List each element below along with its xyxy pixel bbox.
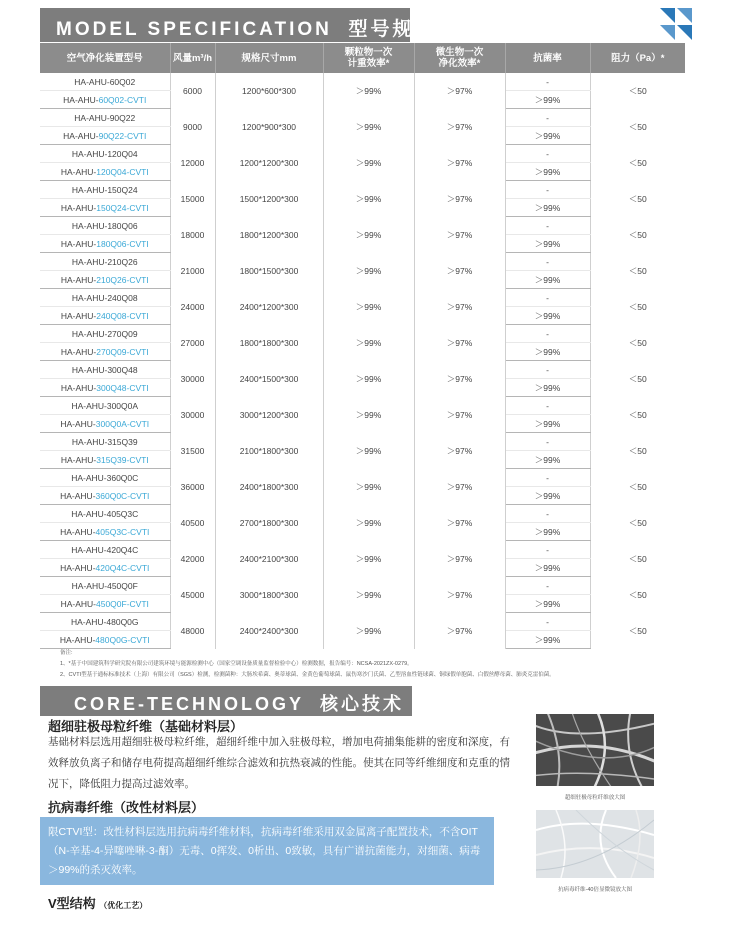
table-row [40, 217, 685, 235]
microbe-eff-cell: ＞97% [414, 325, 505, 361]
model-std: HA-AHU-300Q48 [40, 361, 170, 379]
resistance-cell: ＜50 [628, 265, 647, 276]
airflow-cell: 48000 [170, 613, 215, 649]
img1-caption: 超细驻极母粒纤维放大图 [564, 795, 626, 801]
microbe-eff-cell: ＞97% [414, 289, 505, 325]
microbe-eff-cell: ＞97% [414, 217, 505, 253]
model-std: HA-AHU-450Q0F [40, 577, 170, 595]
model-std: HA-AHU-150Q24 [40, 181, 170, 199]
airflow-cell: 15000 [170, 181, 215, 217]
airflow-cell: 42000 [170, 541, 215, 577]
model-cvti [40, 127, 170, 145]
size-cell: 1200*600*300 [215, 73, 323, 109]
model-prefix: HA-AHU- [60, 382, 97, 393]
model-cvti [40, 91, 170, 109]
model-prefix: HA-AHU- [60, 490, 96, 501]
model-cvti-suffix: 210Q26-CVTI [96, 274, 149, 285]
resistance-cell: ＜50 [628, 337, 647, 348]
antibacterial-cvti: ＞99% [505, 595, 590, 613]
model-prefix: HA-AHU- [63, 94, 99, 105]
resistance-cell: ＜50 [628, 193, 647, 204]
antibacterial-std: - [505, 109, 590, 127]
antibacterial-std: - [505, 577, 590, 595]
model-prefix: HA-AHU- [60, 166, 97, 177]
microbe-eff-cell: ＞97% [414, 145, 505, 181]
particle-eff-cell: ＞99% [323, 397, 414, 433]
model-std: HA-AHU-360Q0C [40, 469, 170, 487]
antibacterial-std: - [505, 361, 590, 379]
model-cvti-suffix: 270Q09-CVTI [96, 346, 149, 357]
particle-eff-cell: ＞99% [323, 181, 414, 217]
size-cell: 2100*1800*300 [215, 433, 323, 469]
airflow-cell: 36000 [170, 469, 215, 505]
antibacterial-cvti: ＞99% [505, 451, 590, 469]
table-header-row [40, 43, 685, 73]
model-std: HA-AHU-405Q3C [40, 505, 170, 523]
model-cvti-suffix: 300Q0A-CVTI [95, 418, 150, 429]
model-cvti [40, 199, 170, 217]
model-cvti [40, 235, 170, 253]
model-std: HA-AHU-120Q04 [40, 145, 170, 163]
model-prefix: HA-AHU- [60, 238, 97, 249]
model-cvti [40, 595, 170, 613]
antibacterial-cvti: ＞99% [505, 415, 590, 433]
antibacterial-cvti: ＞99% [505, 343, 590, 361]
model-cvti-suffix: 120Q04-CVTI [96, 166, 149, 177]
resistance-cell: ＜50 [628, 589, 647, 600]
microbe-eff-cell: ＞97% [414, 577, 505, 613]
microbe-eff-cell: ＞97% [414, 181, 505, 217]
size-cell: 1200*900*300 [215, 109, 323, 145]
size-cell: 2400*2100*300 [215, 541, 323, 577]
model-cvti [40, 163, 170, 181]
model-std: HA-AHU-210Q26 [40, 253, 170, 271]
spec-table [40, 43, 685, 649]
model-cvti [40, 631, 170, 649]
airflow-cell: 18000 [170, 217, 215, 253]
size-cell: 1800*1800*300 [215, 325, 323, 361]
size-cell: 2400*2400*300 [215, 613, 323, 649]
model-cvti-suffix: 360Q0C-CVTI [95, 490, 150, 501]
model-cvti-suffix: 240Q08-CVTI [96, 310, 149, 321]
antibacterial-cvti: ＞99% [505, 631, 590, 649]
section2-text: 限CTVI型：改性材料层选用抗病毒纤维材料，抗病毒纤维采用双金属离子配置技术，不含OIT（N-辛基-4-异噻唑啉-3-酮）无毒、0挥发、0析出、0致敏，具有广谱抗菌能力，对细菌、病毒＞99%的杀灭效率。 [48, 826, 481, 876]
particle-eff-cell: ＞99% [323, 109, 414, 145]
size-cell: 1800*1500*300 [215, 253, 323, 289]
model-cvti-suffix: 60Q02-CVTI [98, 94, 147, 105]
table-row [40, 613, 685, 631]
antibacterial-std: - [505, 181, 590, 199]
img2-caption: 抗病毒纤维-40倍显微镜放大图 [558, 887, 632, 893]
model-prefix: HA-AHU- [60, 310, 97, 321]
table-row [40, 109, 685, 127]
model-cvti [40, 415, 170, 433]
model-cvti [40, 523, 170, 541]
model-cvti [40, 487, 170, 505]
table-row [40, 361, 685, 379]
airflow-cell: 9000 [170, 109, 215, 145]
antibacterial-cvti: ＞99% [505, 487, 590, 505]
antibacterial-cvti: ＞99% [505, 127, 590, 145]
particle-eff-cell: ＞99% [323, 469, 414, 505]
model-std: HA-AHU-420Q4C [40, 541, 170, 559]
size-cell: 2400*1500*300 [215, 361, 323, 397]
table-row [40, 253, 685, 271]
antibacterial-std: - [505, 433, 590, 451]
microbe-eff-cell: ＞97% [414, 433, 505, 469]
antibacterial-cvti: ＞99% [505, 199, 590, 217]
size-cell: 1800*1200*300 [215, 217, 323, 253]
resistance-cell: ＜50 [628, 553, 647, 564]
model-cvti-suffix: 90Q22-CVTI [98, 130, 147, 141]
section3-title: V型结构 （优化工艺） [48, 896, 148, 911]
microbe-eff-cell: ＞97% [414, 469, 505, 505]
col-header: 风量m³/h [170, 43, 215, 73]
table-row [40, 289, 685, 307]
particle-eff-cell: ＞99% [323, 325, 414, 361]
model-prefix: HA-AHU- [60, 346, 97, 357]
table-notes: 备注: 1、*基于中国建筑科学研究院有限公司建筑环境与能源检测中心（国家空调设备质量监督检验中心）检测数据，报告编号：NCSA-2021ZX-0279。 2、CVTI型基于通标标准技术（上海）有限公司（SGS）检测，检测菌种：大肠埃希菌、奥蒂球菌、金黄色葡萄球菌、鼠伤寒沙门氏菌、乙型溶血性链球菌、铜绿假单胞菌、白假丝酵母菌、肺炎克雷伯菌。 [60, 650, 555, 678]
microbe-eff-cell: ＞97% [414, 397, 505, 433]
particle-eff-cell: ＞99% [323, 613, 414, 649]
airflow-cell: 30000 [170, 361, 215, 397]
airflow-cell: 40500 [170, 505, 215, 541]
model-cvti [40, 307, 170, 325]
col-header: 抗菌率 [505, 43, 590, 73]
model-cvti-suffix: 150Q24-CVTI [96, 202, 149, 213]
col-header: 颗粒物一次 计重效率* [323, 43, 414, 73]
antibacterial-cvti: ＞99% [505, 523, 590, 541]
table-row [40, 433, 685, 451]
model-cvti-suffix: 315Q39-CVTI [96, 454, 149, 465]
antibacterial-std: - [505, 397, 590, 415]
antibacterial-cvti: ＞99% [505, 307, 590, 325]
resistance-cell: ＜50 [628, 373, 647, 384]
particle-eff-cell: ＞99% [323, 73, 414, 109]
antibacterial-std: - [505, 505, 590, 523]
table-row [40, 541, 685, 559]
airflow-cell: 21000 [170, 253, 215, 289]
model-std: HA-AHU-480Q0G [40, 613, 170, 631]
resistance-cell: ＜50 [628, 157, 647, 168]
table-row [40, 73, 685, 91]
antiviral-fiber-image [536, 810, 654, 878]
model-std: HA-AHU-315Q39 [40, 433, 170, 451]
col-header: 阻力（Pa）* [590, 43, 685, 73]
model-prefix: HA-AHU- [60, 202, 97, 213]
antibacterial-cvti: ＞99% [505, 379, 590, 397]
antibacterial-std: - [505, 289, 590, 307]
model-std: HA-AHU-270Q09 [40, 325, 170, 343]
microbe-eff-cell: ＞97% [414, 613, 505, 649]
resistance-cell: ＜50 [628, 85, 647, 96]
model-std: HA-AHU-60Q02 [40, 73, 170, 91]
table-row [40, 577, 685, 595]
antibacterial-std: - [505, 325, 590, 343]
microbe-eff-cell: ＞97% [414, 505, 505, 541]
airflow-cell: 31500 [170, 433, 215, 469]
airflow-cell: 45000 [170, 577, 215, 613]
airflow-cell: 12000 [170, 145, 215, 181]
particle-eff-cell: ＞99% [323, 289, 414, 325]
table-row [40, 145, 685, 163]
brand-logo-icon [660, 8, 692, 40]
airflow-cell: 24000 [170, 289, 215, 325]
model-prefix: HA-AHU- [60, 562, 96, 573]
model-cvti-suffix: 405Q3C-CVTI [95, 526, 150, 537]
particle-eff-cell: ＞99% [323, 577, 414, 613]
particle-eff-cell: ＞99% [323, 361, 414, 397]
model-cvti-suffix: 180Q06-CVTI [96, 238, 149, 249]
model-cvti-suffix: 480Q0G-CVTI [95, 634, 150, 645]
model-prefix: HA-AHU- [60, 418, 96, 429]
model-cvti [40, 451, 170, 469]
particle-eff-cell: ＞99% [323, 433, 414, 469]
resistance-cell: ＜50 [628, 625, 647, 636]
microbe-eff-cell: ＞97% [414, 73, 505, 109]
col-header: 空气净化装置型号 [40, 43, 170, 73]
antibacterial-cvti: ＞99% [505, 91, 590, 109]
section1-title: 超细驻极母粒纤维（基础材料层） [48, 719, 244, 734]
model-prefix: HA-AHU- [59, 634, 96, 645]
airflow-cell: 30000 [170, 397, 215, 433]
airflow-cell: 27000 [170, 325, 215, 361]
size-cell: 1500*1200*300 [215, 181, 323, 217]
model-cvti-suffix: 450Q0F-CVTI [96, 598, 149, 609]
microbe-eff-cell: ＞97% [414, 109, 505, 145]
size-cell: 2400*1800*300 [215, 469, 323, 505]
microbe-eff-cell: ＞97% [414, 541, 505, 577]
table-row [40, 505, 685, 523]
size-cell: 1200*1200*300 [215, 145, 323, 181]
particle-eff-cell: ＞99% [323, 217, 414, 253]
antibacterial-std: - [505, 145, 590, 163]
table-row [40, 469, 685, 487]
model-cvti [40, 343, 170, 361]
microbe-eff-cell: ＞97% [414, 361, 505, 397]
resistance-cell: ＜50 [628, 445, 647, 456]
size-cell: 2700*1800*300 [215, 505, 323, 541]
table-row [40, 181, 685, 199]
table-row [40, 325, 685, 343]
model-std: HA-AHU-300Q0A [40, 397, 170, 415]
model-cvti [40, 379, 170, 397]
model-cvti-suffix: 300Q48-CVTI [96, 382, 149, 393]
particle-eff-cell: ＞99% [323, 145, 414, 181]
model-prefix: HA-AHU- [60, 454, 97, 465]
antibacterial-std: - [505, 613, 590, 631]
col-header: 微生物一次 净化效率* [414, 43, 505, 73]
particle-eff-cell: ＞99% [323, 253, 414, 289]
resistance-cell: ＜50 [628, 121, 647, 132]
size-cell: 2400*1200*300 [215, 289, 323, 325]
model-prefix: HA-AHU- [63, 130, 99, 141]
section2-title: 抗病毒纤维（改性材料层） [48, 800, 205, 815]
model-std: HA-AHU-240Q08 [40, 289, 170, 307]
antibacterial-std: - [505, 541, 590, 559]
resistance-cell: ＜50 [628, 517, 647, 528]
model-cvti [40, 271, 170, 289]
model-prefix: HA-AHU- [60, 274, 97, 285]
size-cell: 3000*1200*300 [215, 397, 323, 433]
model-std: HA-AHU-180Q06 [40, 217, 170, 235]
model-cvti-suffix: 420Q4C-CVTI [95, 562, 150, 573]
model-prefix: HA-AHU- [60, 526, 96, 537]
airflow-cell: 6000 [170, 73, 215, 109]
section1-text: 基础材料层选用超细驻极母粒纤维，超细纤维中加入驻极母粒，增加电荷捕集能耕的密度和深度，有效释放负离子和储存电荷提高超细纤维综合滤效和抗热衰减的性能。使其在同等纤维细度和克重的情况下，降低阻力提高过滤效率。 [48, 736, 510, 790]
col-header: 规格尺寸mm [215, 43, 323, 73]
model-std: HA-AHU-90Q22 [40, 109, 170, 127]
antibacterial-cvti: ＞99% [505, 271, 590, 289]
table-row [40, 397, 685, 415]
microbe-eff-cell: ＞97% [414, 253, 505, 289]
antibacterial-std: - [505, 469, 590, 487]
antibacterial-std: - [505, 217, 590, 235]
model-cvti [40, 559, 170, 577]
core-title: CORE-TECHNOLOGY 核心技术 [74, 694, 405, 714]
antibacterial-std: - [505, 73, 590, 91]
resistance-cell: ＜50 [628, 301, 647, 312]
particle-eff-cell: ＞99% [323, 541, 414, 577]
antibacterial-std: - [505, 253, 590, 271]
particle-eff-cell: ＞99% [323, 505, 414, 541]
resistance-cell: ＜50 [628, 229, 647, 240]
fiber-microscope-image [536, 714, 654, 786]
antibacterial-cvti: ＞99% [505, 163, 590, 181]
resistance-cell: ＜50 [628, 409, 647, 420]
antibacterial-cvti: ＞99% [505, 235, 590, 253]
resistance-cell: ＜50 [628, 481, 647, 492]
size-cell: 3000*1800*300 [215, 577, 323, 613]
spec-title: MODEL SPECIFICATION 型号规格 [56, 19, 437, 40]
model-prefix: HA-AHU- [60, 598, 96, 609]
antibacterial-cvti: ＞99% [505, 559, 590, 577]
